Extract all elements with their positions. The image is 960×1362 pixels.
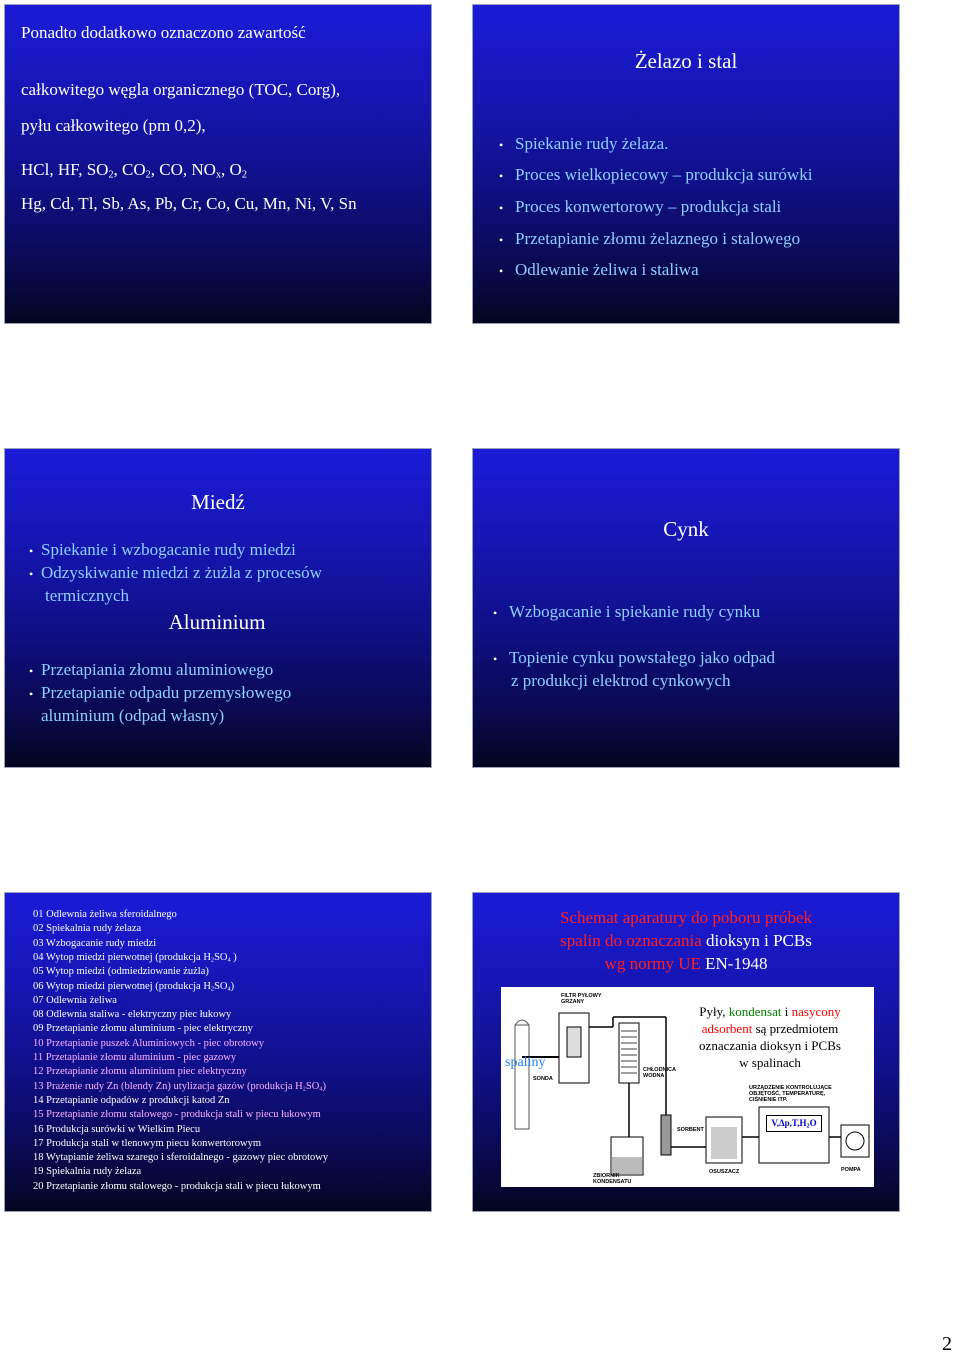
text: Δ <box>778 1118 785 1128</box>
text: SO <box>214 951 228 963</box>
slide-iron-steel <box>472 4 900 324</box>
filter-element <box>567 1027 581 1057</box>
slide-title-line <box>473 931 899 951</box>
bullet-icon: • <box>29 687 34 701</box>
page-number: 2 <box>942 1333 952 1355</box>
bullet-text: Przetapianie odpadu przemysłowego <box>41 683 292 702</box>
subscript: 2 <box>210 956 215 964</box>
bullet-text: Wzbogacanie i spiekanie rudy cynku <box>509 602 761 621</box>
text: ) <box>322 1080 326 1092</box>
subscript: 2 <box>302 1085 306 1093</box>
dryer-fill <box>711 1127 737 1159</box>
bullet-icon: • <box>499 201 504 215</box>
text: p,T,H <box>784 1118 807 1128</box>
bullet-item <box>499 134 668 154</box>
label-sorbent: SORBENT <box>677 1127 704 1133</box>
plant-list-item <box>33 981 234 992</box>
slide1-metals-line: Hg, Cd, Tl, Sb, As, Pb, Cr, Co, Cu, Mn, Ni, V, Sn <box>21 194 357 213</box>
text: , CO <box>113 160 146 179</box>
slide-subtitle: Aluminium <box>168 610 266 634</box>
text: KONDENSATU <box>593 1179 632 1185</box>
subscript: 2 <box>210 985 215 993</box>
label-control-unit <box>749 1085 832 1103</box>
bullet-icon: • <box>499 233 504 247</box>
bullet-icon: • <box>499 264 504 278</box>
text: V, <box>771 1118 779 1128</box>
sorbent-cartridge <box>661 1115 671 1155</box>
subscript: 2 <box>806 1122 810 1130</box>
subscript: 4 <box>227 985 231 993</box>
plant-list-item: 14 Przetapianie odpadów z produkcji katod Zn <box>33 1094 230 1106</box>
slide1-line: Ponadto dodatkowo oznaczono zawartość <box>21 23 306 42</box>
slide-title: Miedź <box>191 490 245 514</box>
label-pump: POMPA <box>841 1167 861 1173</box>
slide1-line: pyłu całkowitego (pm 0,2), <box>21 116 206 135</box>
plant-list-item: 10 Przetapianie puszek Aluminiowych - piec obrotowy <box>33 1037 264 1049</box>
slide1-line: całkowitego węgla organicznego (TOC, Corg), <box>21 80 341 99</box>
text: GRZANY <box>561 999 585 1005</box>
pump-rotor <box>846 1132 864 1150</box>
text: wg normy UE <box>604 954 706 973</box>
bullet-item <box>493 602 760 622</box>
bullet-icon: • <box>29 544 34 558</box>
text: FILTR PYŁOWY <box>561 993 602 999</box>
bullet-text: Przetapiania złomu aluminiowego <box>41 660 274 679</box>
slide-title-line <box>473 954 899 974</box>
bullet-item <box>29 540 296 560</box>
plant-list-item: 01 Odlewnia żeliwa sferoidalnego <box>33 909 177 920</box>
plant-list-item: 11 Przetapianie złomu aluminium - piec gazowy <box>33 1052 237 1063</box>
bullet-text: Topienie cynku powstałego jako odpad <box>509 648 776 667</box>
bullet-text: Spiekanie rudy żelaza. <box>515 134 669 153</box>
bullet-text: Odlewanie żeliwa i staliwa <box>515 260 699 279</box>
diagram-note <box>677 1003 863 1071</box>
plant-list-item: 15 Przetapianie złomu stalowego - produkcja stali w piecu łukowym <box>33 1109 321 1121</box>
bullet-item <box>29 660 273 680</box>
subscript: x <box>215 169 222 181</box>
label-dryer: OSUSZACZ <box>709 1169 740 1175</box>
bullet-text: Przetapianie złomu żelaznego i stalowego <box>515 229 801 248</box>
plant-list-item <box>33 1081 326 1092</box>
pump <box>841 1125 869 1157</box>
subscript: 4 <box>227 956 231 964</box>
plant-list-item <box>33 952 237 963</box>
slide-plant-list <box>4 892 432 1212</box>
text: ZBIORNIK <box>593 1173 620 1179</box>
bullet-item <box>493 648 775 668</box>
subscript: 4 <box>319 1085 323 1093</box>
plant-list-item: 19 Spiekalnia rudy żelaza <box>33 1166 142 1178</box>
text: dioksyn i PCBs <box>706 931 812 950</box>
slide-title: Cynk <box>663 517 709 541</box>
duct <box>515 1025 529 1129</box>
plant-list-item: 16 Produkcja surówki w Wielkim Piecu <box>33 1123 201 1135</box>
plant-list-item: 07 Odlewnia żeliwa <box>33 994 117 1006</box>
bullet-text-continued: aluminium (odpad własny) <box>41 706 225 725</box>
slide-copper-aluminium <box>4 448 432 768</box>
bullet-item <box>499 165 812 185</box>
text: URZĄDZENIE KONTROLUJĄCE <box>749 1085 832 1091</box>
text: 06 Wytop miedzi pierwotnej (produkcja H <box>33 980 211 992</box>
text: O <box>809 1118 817 1128</box>
text: są przedmiotem <box>752 1021 839 1036</box>
plant-list-item: 03 Wzbogacanie rudy miedzi <box>33 937 157 949</box>
plant-list-item: 17 Produkcja stali w tlenowym piecu konwertorowym <box>33 1137 262 1149</box>
text: 13 Prażenie rudy Zn (blendy Zn) utylizacja gazów (produkcja H <box>33 1080 303 1092</box>
text: w spalinach <box>739 1055 801 1070</box>
bullet-icon: • <box>493 652 498 666</box>
text: WODNA <box>643 1073 665 1079</box>
bullet-text-continued: z produkcji elektrod cynkowych <box>511 671 731 690</box>
subscript: 2 <box>145 169 151 181</box>
label-probe: SONDA <box>533 1076 553 1082</box>
slide-title: Żelazo i stal <box>634 49 738 73</box>
measured-params-box <box>766 1115 822 1132</box>
bullet-icon: • <box>499 169 504 183</box>
subscript: 2 <box>241 169 247 181</box>
subscript: 2 <box>108 169 114 181</box>
bullet-icon: • <box>499 138 504 152</box>
cooler-coil <box>621 1031 637 1073</box>
duct-top <box>515 1020 529 1025</box>
bullet-item <box>499 197 781 217</box>
bullet-icon: • <box>29 567 34 581</box>
text: Pyły, <box>699 1004 729 1019</box>
text: adsorbent <box>701 1021 753 1036</box>
text: CIŚNIENIE ITP. <box>749 1097 788 1103</box>
bullet-icon: • <box>29 664 34 678</box>
text: 04 Wytop miedzi pierwotnej (produkcja H <box>33 951 211 963</box>
bullet-item <box>29 683 291 703</box>
label-flue-gas: spaliny <box>505 1055 546 1070</box>
text: spalin do oznaczania <box>560 931 707 950</box>
text: nasycony <box>791 1004 841 1019</box>
text: CHŁODNICA <box>643 1067 676 1073</box>
text: HCl, HF, SO <box>21 160 109 179</box>
bullet-icon: • <box>493 606 498 620</box>
bullet-text-continued: termicznych <box>45 586 130 605</box>
text: ) <box>230 980 235 992</box>
slide-sampling-scheme <box>472 892 900 1212</box>
label-condensate-tank <box>593 1173 631 1185</box>
bullet-item <box>499 260 699 280</box>
text: , O <box>221 160 242 179</box>
plant-list-item: 08 Odlewnia staliwa - elektryczny piec łukowy <box>33 1009 232 1021</box>
bullet-item <box>29 563 322 583</box>
plant-list-item: 09 Przetapianie złomu aluminium - piec elektryczny <box>33 1023 253 1035</box>
bullet-text: Odzyskiwanie miedzi z żużla z procesów <box>41 563 322 582</box>
plant-list-item: 12 Przetapianie złomu aluminium piec elektryczny <box>33 1066 247 1078</box>
sampling-apparatus-diagram <box>501 987 874 1187</box>
text: , CO, NO <box>150 160 216 179</box>
bullet-item <box>499 229 800 249</box>
text: SO <box>214 980 228 992</box>
plant-list-item: 18 Wytapianie żeliwa szarego i sferoidalnego - gazowy piec obrotowy <box>33 1152 329 1164</box>
bullet-text: Proces konwertorowy – produkcja stali <box>515 197 782 216</box>
text: SO <box>305 1080 320 1092</box>
text: i <box>781 1004 792 1019</box>
slide1-gases-line <box>21 160 247 180</box>
label-filter <box>561 993 602 1005</box>
slide-zinc <box>472 448 900 768</box>
condensate-liquid <box>612 1157 642 1174</box>
water-cooler <box>619 1023 639 1083</box>
text: oznaczania dioksyn i PCBs <box>699 1038 841 1053</box>
text: kondensat <box>728 1004 782 1019</box>
label-cooler <box>643 1067 676 1079</box>
text: ) <box>230 951 237 963</box>
plant-list-item: 20 Przetapianie złomu stalowego - produkcja stali w piecu łukowym <box>33 1180 321 1192</box>
text: OBJĘTOŚĆ, TEMPERATURĘ, <box>749 1091 826 1097</box>
plant-list-item: 02 Spiekalnia rudy żelaza <box>33 923 142 935</box>
bullet-text: Proces wielkopiecowy – produkcja surówki <box>515 165 813 184</box>
slide-title-line: Schemat aparatury do poboru próbek <box>559 908 813 927</box>
slide-contents-analysis <box>4 4 432 324</box>
bullet-text: Spiekanie i wzbogacanie rudy miedzi <box>41 540 296 559</box>
text: EN-1948 <box>705 954 768 973</box>
plant-list-item: 05 Wytop miedzi (odmiedziowanie żużla) <box>33 966 209 978</box>
